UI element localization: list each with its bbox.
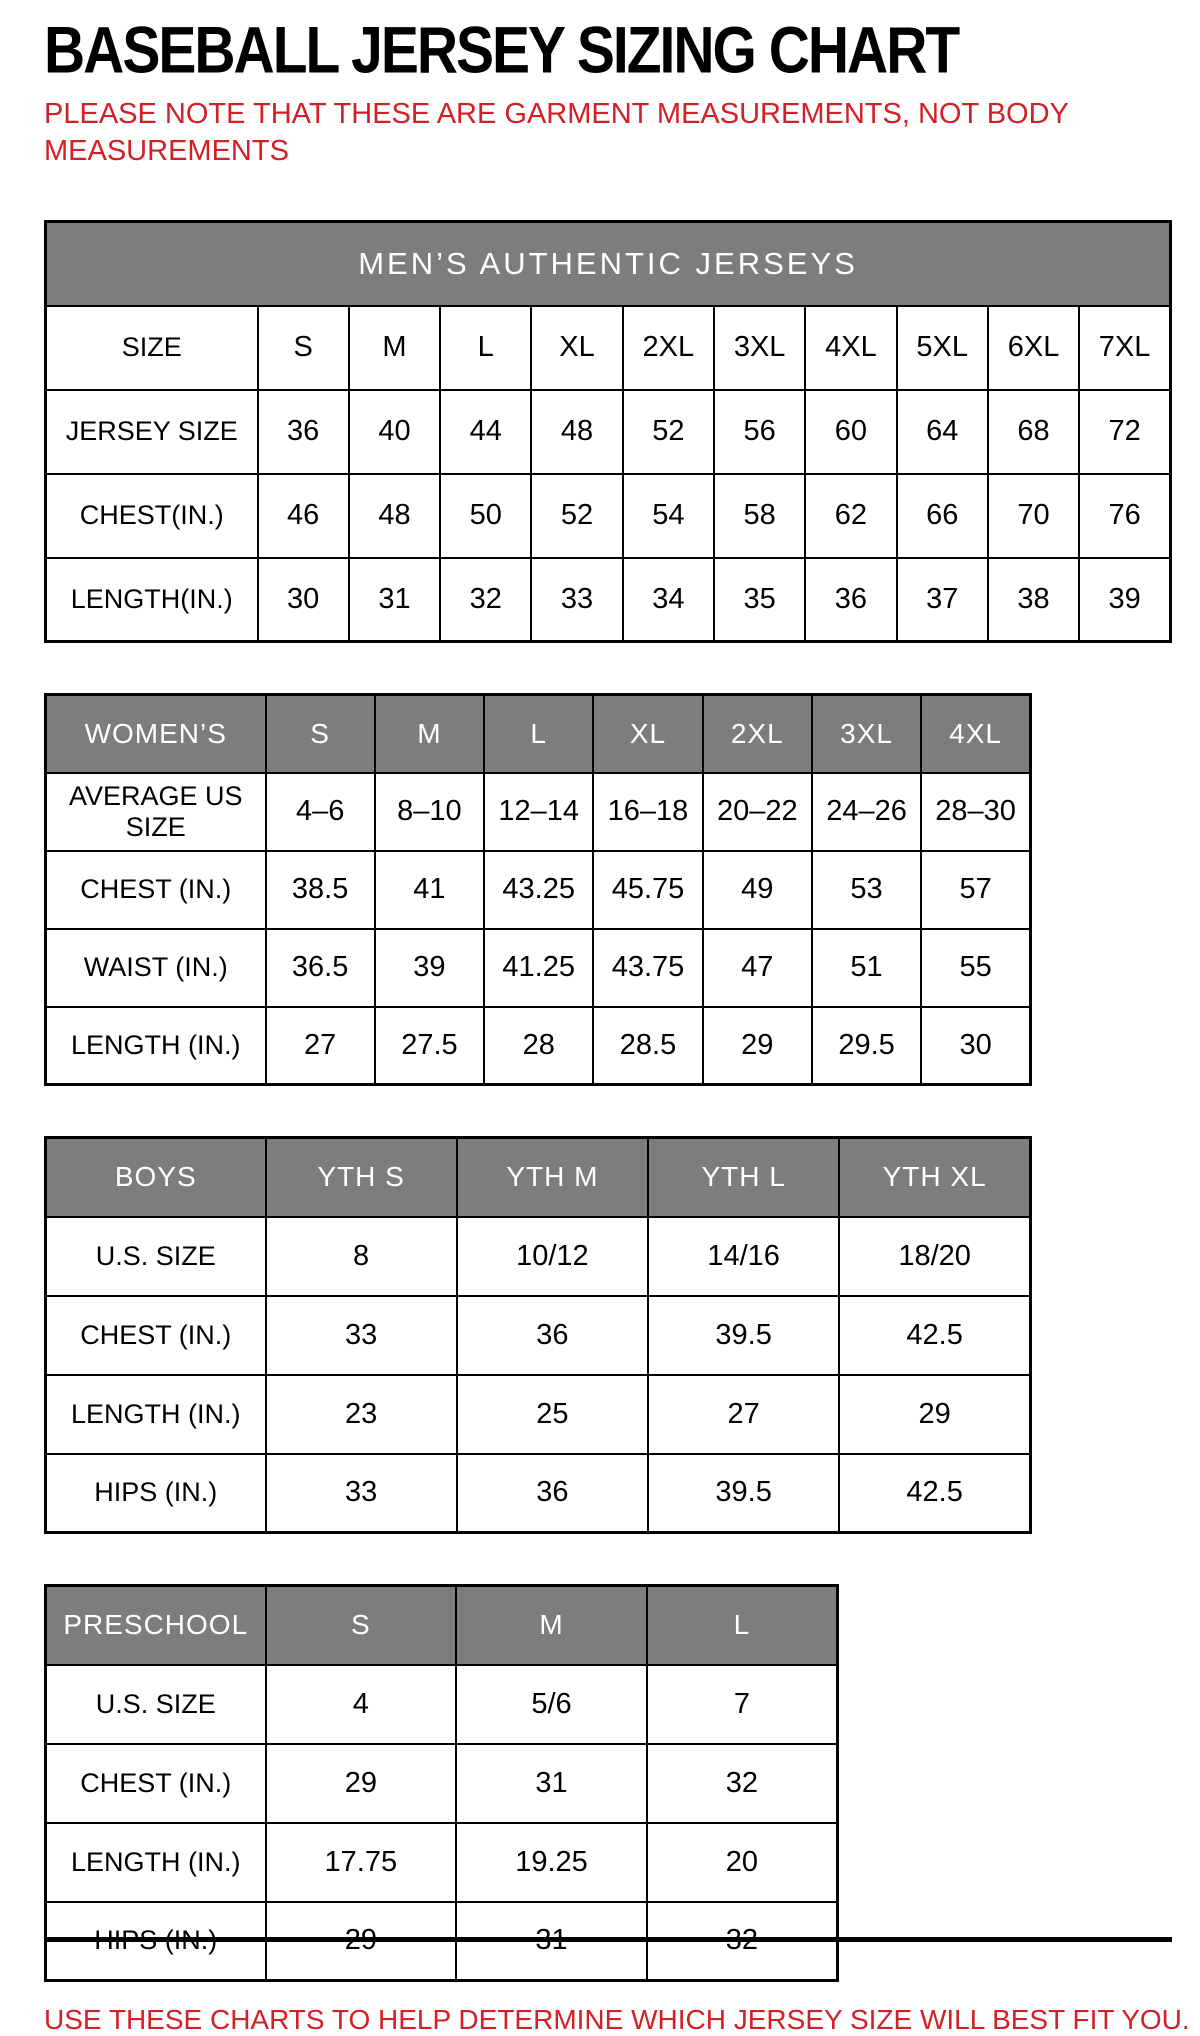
preschool-row-0-label: U.S. SIZE	[46, 1665, 266, 1744]
mens-cell-0-8: 6XL	[988, 306, 1079, 390]
mens-cell-3-5: 35	[714, 558, 805, 642]
mens-cell-0-9: 7XL	[1079, 306, 1170, 390]
mens-cell-2-2: 50	[440, 474, 531, 558]
womens-header-row	[46, 695, 1031, 773]
boys-cell-0-1: 10/12	[457, 1217, 648, 1296]
mens-row-1-label: JERSEY SIZE	[46, 390, 258, 474]
mens-row-0	[46, 306, 1171, 390]
page-title: BASEBALL JERSEY SIZING CHART	[44, 13, 959, 88]
boys-cell-2-1: 25	[457, 1375, 648, 1454]
preschool-header-col-0: S	[266, 1586, 457, 1665]
mens-cell-3-4: 34	[623, 558, 714, 642]
mens-cell-3-3: 33	[531, 558, 622, 642]
womens-cell-3-1: 27.5	[375, 1007, 484, 1085]
boys-row-0	[46, 1217, 1031, 1296]
mens-cell-2-7: 66	[897, 474, 988, 558]
mens-row-2	[46, 474, 1171, 558]
boys-header-label: BOYS	[46, 1138, 266, 1217]
mens-table-title: MEN’S AUTHENTIC JERSEYS	[46, 222, 1171, 306]
preschool-cell-2-1: 19.25	[456, 1823, 647, 1902]
womens-cell-1-1: 41	[375, 851, 484, 929]
womens-cell-1-6: 57	[921, 851, 1030, 929]
preschool-row-1-label: CHEST (IN.)	[46, 1744, 266, 1823]
womens-row-3	[46, 1007, 1031, 1085]
womens-row-3-label: LENGTH (IN.)	[46, 1007, 266, 1085]
preschool-cell-1-2: 32	[647, 1744, 838, 1823]
womens-cell-2-4: 47	[703, 929, 812, 1007]
womens-cell-0-6: 28–30	[921, 773, 1030, 851]
boys-cell-3-0: 33	[266, 1454, 457, 1533]
boys-header-col-0: YTH S	[266, 1138, 457, 1217]
womens-header-col-3: XL	[593, 695, 702, 773]
mens-row-0-label: SIZE	[46, 306, 258, 390]
preschool-cell-0-1: 5/6	[456, 1665, 647, 1744]
womens-row-2	[46, 929, 1031, 1007]
mens-cell-3-6: 36	[805, 558, 896, 642]
mens-row-3-label: LENGTH(IN.)	[46, 558, 258, 642]
mens-cell-0-1: M	[349, 306, 440, 390]
womens-cell-1-3: 45.75	[593, 851, 702, 929]
boys-row-2-label: LENGTH (IN.)	[46, 1375, 266, 1454]
boys-row-3	[46, 1454, 1031, 1533]
mens-row-2-label: CHEST(IN.)	[46, 474, 258, 558]
preschool-row-2	[46, 1823, 838, 1902]
boys-header-col-1: YTH M	[457, 1138, 648, 1217]
boys-row-2	[46, 1375, 1031, 1454]
mens-cell-2-3: 52	[531, 474, 622, 558]
boys-cell-2-0: 23	[266, 1375, 457, 1454]
womens-cell-0-5: 24–26	[812, 773, 921, 851]
mens-cell-2-5: 58	[714, 474, 805, 558]
womens-cell-1-0: 38.5	[266, 851, 375, 929]
womens-row-2-label: WAIST (IN.)	[46, 929, 266, 1007]
mens-cell-2-8: 70	[988, 474, 1079, 558]
boys-header-col-2: YTH L	[648, 1138, 839, 1217]
mens-cell-3-1: 31	[349, 558, 440, 642]
mens-cell-1-4: 52	[623, 390, 714, 474]
preschool-cell-1-1: 31	[456, 1744, 647, 1823]
boys-cell-2-2: 27	[648, 1375, 839, 1454]
mens-cell-3-0: 30	[258, 558, 349, 642]
mens-cell-1-9: 72	[1079, 390, 1170, 474]
mens-cell-3-9: 39	[1079, 558, 1170, 642]
womens-cell-3-0: 27	[266, 1007, 375, 1085]
mens-cell-0-3: XL	[531, 306, 622, 390]
womens-cell-2-1: 39	[375, 929, 484, 1007]
preschool-cell-2-2: 20	[647, 1823, 838, 1902]
boys-cell-2-3: 29	[839, 1375, 1030, 1454]
womens-header-col-5: 3XL	[812, 695, 921, 773]
boys-cell-3-2: 39.5	[648, 1454, 839, 1533]
womens-header-col-4: 2XL	[703, 695, 812, 773]
boys-cell-1-0: 33	[266, 1296, 457, 1375]
mens-cell-3-2: 32	[440, 558, 531, 642]
womens-cell-0-0: 4–6	[266, 773, 375, 851]
mens-cell-0-7: 5XL	[897, 306, 988, 390]
mens-cell-0-2: L	[440, 306, 531, 390]
womens-sizing-table	[44, 693, 1032, 1086]
mens-row-3	[46, 558, 1171, 642]
mens-cell-0-0: S	[258, 306, 349, 390]
mens-cell-0-5: 3XL	[714, 306, 805, 390]
womens-row-1	[46, 851, 1031, 929]
preschool-header-row	[46, 1586, 838, 1665]
mens-cell-2-1: 48	[349, 474, 440, 558]
womens-cell-1-2: 43.25	[484, 851, 593, 929]
mens-cell-1-0: 36	[258, 390, 349, 474]
measurements-note: PLEASE NOTE THAT THESE ARE GARMENT MEASUREMENTS, NOT BODY MEASUREMENTS	[44, 98, 1069, 168]
boys-row-1	[46, 1296, 1031, 1375]
preschool-header-col-2: L	[647, 1586, 838, 1665]
womens-cell-1-5: 53	[812, 851, 921, 929]
mens-cell-1-5: 56	[714, 390, 805, 474]
womens-row-1-label: CHEST (IN.)	[46, 851, 266, 929]
womens-cell-0-3: 16–18	[593, 773, 702, 851]
boys-cell-0-3: 18/20	[839, 1217, 1030, 1296]
womens-row-0	[46, 773, 1031, 851]
mens-cell-1-8: 68	[988, 390, 1079, 474]
preschool-header-label: PRESCHOOL	[46, 1586, 266, 1665]
boys-cell-3-3: 42.5	[839, 1454, 1030, 1533]
preschool-cell-2-0: 17.75	[266, 1823, 457, 1902]
boys-cell-1-3: 42.5	[839, 1296, 1030, 1375]
preschool-row-2-label: LENGTH (IN.)	[46, 1823, 266, 1902]
womens-header-col-6: 4XL	[921, 695, 1030, 773]
womens-cell-3-4: 29	[703, 1007, 812, 1085]
cropped-next-table-edge	[44, 1937, 1172, 1942]
mens-cell-2-6: 62	[805, 474, 896, 558]
womens-cell-0-1: 8–10	[375, 773, 484, 851]
boys-cell-0-2: 14/16	[648, 1217, 839, 1296]
womens-cell-3-6: 30	[921, 1007, 1030, 1085]
boys-row-0-label: U.S. SIZE	[46, 1217, 266, 1296]
preschool-cell-0-0: 4	[266, 1665, 457, 1744]
womens-cell-1-4: 49	[703, 851, 812, 929]
mens-title-row	[46, 222, 1171, 306]
womens-cell-3-2: 28	[484, 1007, 593, 1085]
womens-header-col-0: S	[266, 695, 375, 773]
womens-cell-0-4: 20–22	[703, 773, 812, 851]
mens-cell-2-0: 46	[258, 474, 349, 558]
boys-cell-1-1: 36	[457, 1296, 648, 1375]
preschool-cell-0-2: 7	[647, 1665, 838, 1744]
womens-cell-2-6: 55	[921, 929, 1030, 1007]
boys-cell-1-2: 39.5	[648, 1296, 839, 1375]
womens-header-label: WOMEN’S	[46, 695, 266, 773]
mens-cell-1-2: 44	[440, 390, 531, 474]
mens-cell-1-1: 40	[349, 390, 440, 474]
womens-cell-2-2: 41.25	[484, 929, 593, 1007]
boys-row-3-label: HIPS (IN.)	[46, 1454, 266, 1533]
womens-row-0-label: AVERAGE US SIZE	[46, 773, 266, 851]
mens-cell-3-7: 37	[897, 558, 988, 642]
preschool-row-1	[46, 1744, 838, 1823]
mens-cell-2-4: 54	[623, 474, 714, 558]
womens-cell-2-3: 43.75	[593, 929, 702, 1007]
womens-header-col-2: L	[484, 695, 593, 773]
womens-header-col-1: M	[375, 695, 484, 773]
mens-cell-2-9: 76	[1079, 474, 1170, 558]
boys-sizing-table	[44, 1136, 1032, 1534]
mens-cell-3-8: 38	[988, 558, 1079, 642]
womens-cell-2-5: 51	[812, 929, 921, 1007]
preschool-cell-1-0: 29	[266, 1744, 457, 1823]
mens-cell-0-4: 2XL	[623, 306, 714, 390]
preschool-header-col-1: M	[456, 1586, 647, 1665]
womens-cell-3-5: 29.5	[812, 1007, 921, 1085]
preschool-sizing-table	[44, 1584, 839, 1982]
mens-cell-1-3: 48	[531, 390, 622, 474]
mens-row-1	[46, 390, 1171, 474]
womens-cell-0-2: 12–14	[484, 773, 593, 851]
mens-cell-0-6: 4XL	[805, 306, 896, 390]
boys-cell-0-0: 8	[266, 1217, 457, 1296]
boys-header-row	[46, 1138, 1031, 1217]
boys-cell-3-1: 36	[457, 1454, 648, 1533]
womens-cell-3-3: 28.5	[593, 1007, 702, 1085]
mens-sizing-table	[44, 220, 1172, 643]
boys-header-col-3: YTH XL	[839, 1138, 1030, 1217]
footer-note: USE THESE CHARTS TO HELP DETERMINE WHICH JERSEY SIZE WILL BEST FIT YOU.	[44, 2004, 1190, 2036]
womens-cell-2-0: 36.5	[266, 929, 375, 1007]
mens-cell-1-7: 64	[897, 390, 988, 474]
mens-cell-1-6: 60	[805, 390, 896, 474]
boys-row-1-label: CHEST (IN.)	[46, 1296, 266, 1375]
preschool-row-0	[46, 1665, 838, 1744]
